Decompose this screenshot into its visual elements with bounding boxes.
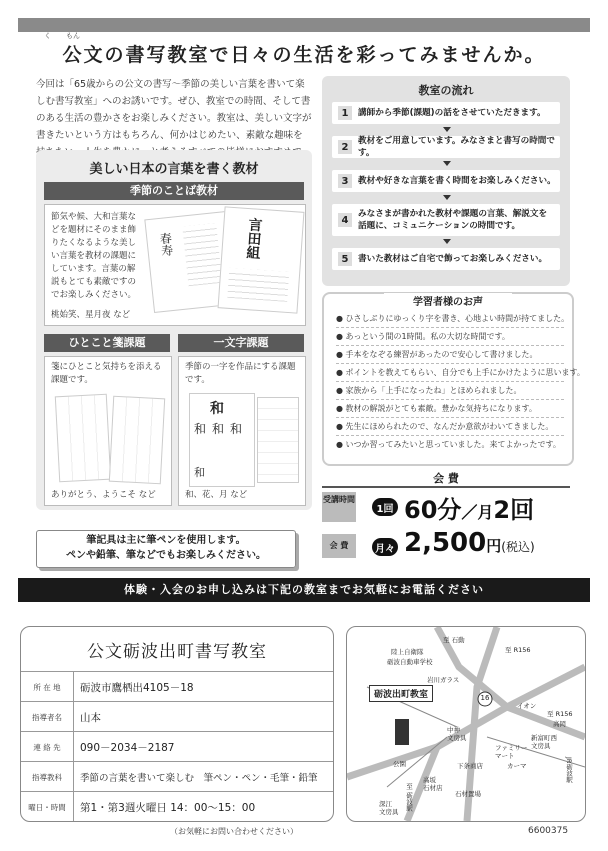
- fee-title: 会 費: [433, 472, 459, 485]
- map-label-kako: カーマ: [507, 762, 527, 770]
- info-value: 山本: [80, 711, 101, 724]
- fee-amount-pill: 月々: [372, 538, 398, 556]
- headline-text: 公文の書写教室で日々の生活を彩ってみませんか。: [62, 44, 546, 66]
- map-school-marker: [395, 719, 409, 745]
- flow-step-1: [332, 102, 560, 124]
- voices-title: 学習者様のお声: [384, 293, 512, 308]
- map-label-takaoka: 高岡: [553, 720, 566, 728]
- map-label-jr: JR砺波駅: [565, 757, 573, 783]
- flow-panel: [322, 76, 570, 286]
- map-label-shinpai2: 文房具: [531, 742, 551, 750]
- hitomoji-char-4: 和: [230, 422, 243, 436]
- fee-time-value: [404, 490, 534, 525]
- voice-item: ● 家族から「上手になったね」とほめられました。: [336, 382, 564, 400]
- info-label: 連 絡 先: [21, 732, 74, 762]
- fee-amount-label: 会 費: [322, 534, 356, 558]
- flow-step-3: [332, 170, 560, 192]
- hitomoji-char-2: 和: [194, 422, 207, 436]
- map-label-driving-school: 砺波自動車学校: [387, 658, 433, 666]
- school-name: 公文砺波出町書写教室: [87, 641, 267, 662]
- seasonal-sample-lines-1: [182, 223, 222, 286]
- map-route-number: 16: [480, 694, 490, 702]
- map-label-chukoku2: 文房具: [447, 734, 467, 742]
- info-row-teacher: [21, 701, 333, 732]
- headline-ruby-ku: く: [44, 32, 51, 40]
- map-label-kohoku2: 石材店: [423, 784, 443, 792]
- hitokoto-sample-2: [109, 396, 165, 485]
- hitokoto-card: [44, 356, 172, 506]
- info-value: 第1・第3週火曜日 14：00～15：00: [80, 801, 256, 814]
- info-row-subjects: [21, 761, 333, 792]
- hitomoji-sample-sheet: [189, 393, 255, 487]
- voice-item: ● いつか習ってみたいと思っていました。来てよかったです。: [336, 440, 561, 449]
- map-label-shimojo: 下条商店: [457, 762, 483, 770]
- voice-item: ● ポイントを教えてもらい、自分でも上手にかけたように思います。: [336, 364, 564, 382]
- voice-item: ● 手本をなぞる練習があったので安心して書けました。: [336, 346, 564, 364]
- hitomoji-char-3: 和: [212, 422, 225, 436]
- seasonal-card: [44, 204, 306, 326]
- fee-amount-value: 2,500: [404, 528, 487, 558]
- map-school-label: 砺波出町教室: [369, 685, 433, 702]
- flow-step-4: [332, 204, 560, 236]
- access-map: [346, 626, 586, 822]
- flow-step-text: 書いた教材はご自宅で飾ってお楽しみください。: [358, 254, 548, 264]
- flow-title: 教室の流れ: [418, 84, 474, 97]
- info-value: 砺波市鷹栖出4105－18: [80, 681, 194, 694]
- contact-banner: 体験・入会のお申し込みは下記の教室までお気軽にお電話ください: [18, 578, 590, 602]
- hitokoto-header: ひとこと箋課題: [44, 334, 170, 352]
- map-label-family: ファミリー: [495, 744, 528, 752]
- hitokoto-sample-1: [55, 394, 111, 483]
- seasonal-sample-sheet-2: [218, 206, 305, 313]
- flow-arrow: [443, 161, 451, 166]
- flow-arrow: [443, 195, 451, 200]
- info-value: 季節の言葉を書いて楽しむ 筆ペン・ペン・毛筆・鉛筆: [80, 773, 318, 784]
- map-label-shinpai: 新富町西: [531, 734, 557, 742]
- voice-item: ● 先生にほめられたので、なんだか意欲がわいてきました。: [336, 418, 564, 436]
- flow-step-text: 教材や好きな言葉を書く時間をお楽しみください。: [358, 176, 556, 186]
- flow-step-number: 5: [338, 252, 352, 266]
- hitomoji-desc: 季節の一字を作品にする課題です。: [185, 362, 296, 385]
- fee-time-pill: 1回: [372, 498, 398, 516]
- flow-step-5: [332, 248, 560, 270]
- materials-title: 美しい日本の言葉を書く教材: [89, 162, 259, 177]
- writing-tools-note: [36, 530, 296, 568]
- map-label-fukue: 深江: [379, 800, 392, 808]
- info-label: 所 在 地: [21, 672, 74, 702]
- flow-step-text: 講師から季節(課題)の話をさせていただきます。: [358, 108, 546, 118]
- intro-paragraph: 今回は「65歳からの公文の書写〜季節の美しい言葉を書いて楽しむ書写教室」へのお誘いです。ぜひ、教室での時間、そして書のある生活の豊かさをお楽しみください。教室は、美しい文字が書きたいという方はもちろん、何かはじめたい、素敵な趣味を: [36, 79, 312, 141]
- note-line-1: 筆記具は主に筆ペンを使用します。: [86, 535, 246, 546]
- top-gray-bar: [18, 18, 590, 32]
- footnote: （お気軽にお問い合わせください）: [170, 827, 298, 836]
- flow-step-number: 3: [338, 174, 352, 188]
- map-label-chukoku: 中神: [447, 726, 460, 734]
- map-label-family2: マート: [495, 752, 515, 760]
- fee-divider: [322, 486, 570, 488]
- seasonal-examples: 桃始笑、星月夜 など: [51, 310, 131, 320]
- info-row-phone[interactable]: [21, 731, 333, 762]
- phone-number[interactable]: 090－2034－2187: [80, 741, 175, 754]
- flow-step-number: 1: [338, 106, 352, 120]
- info-label: 曜日・時間: [21, 792, 74, 822]
- document-code: 6600375: [528, 826, 569, 836]
- info-row-address: [21, 671, 333, 702]
- map-label-r156-top: 至 R156: [505, 646, 531, 654]
- fee-time-count: 2回: [493, 496, 535, 524]
- flow-arrow: [443, 239, 451, 244]
- hitomoji-header: 一文字課題: [178, 334, 304, 352]
- hitomoji-examples: 和、花、月 など: [185, 490, 248, 500]
- map-label-fuji: 岩川ガラス: [427, 676, 460, 684]
- fee-time-minutes: 60分: [404, 496, 462, 524]
- flow-step-text: 教材をご用意しています。みなさまと書写の時間です。: [358, 136, 555, 158]
- seasonal-desc: 節気や候、大和言葉などを題材にそのまま飾りたくなるような美しい言葉を教材の課題にしています。言葉の解説もとても素敵ですのでお楽しみください。: [51, 212, 137, 300]
- voices-panel: [322, 292, 585, 466]
- fee-amount: [404, 528, 535, 558]
- map-label-aeon: イオン: [517, 702, 537, 710]
- flow-step-text: みなさまが書かれた教材や課題の言葉、解説文を話題に、コミュニケーションの時間です。: [358, 209, 548, 231]
- map-label-ishido: 至 石動: [443, 636, 465, 644]
- voice-item: ● あっという間の1時間。私の大切な時間です。: [336, 328, 564, 346]
- flow-step-2: [332, 136, 560, 158]
- hitokoto-examples: ありがとう、ようこそ など: [51, 490, 156, 500]
- hitomoji-char-1: 和: [210, 401, 224, 417]
- seasonal-header: 季節のことば教材: [44, 182, 304, 200]
- seasonal-sample-big-text: 言田組: [244, 216, 263, 260]
- seasonal-sample-small-text: 春寿: [157, 231, 175, 258]
- map-label-kento: 至 砺波駅: [405, 783, 413, 812]
- voice-item: ● ひさしぶりにゆっくり字を書き、心地よい時間が持てました。: [336, 310, 564, 328]
- voice-item: ● 教材の解説がとても素敵。豊かな気持ちになります。: [336, 400, 564, 418]
- materials-panel: [36, 150, 312, 510]
- map-label-kohoku: 高坂: [423, 776, 436, 784]
- map-label-fukue2: 文房具: [379, 808, 399, 816]
- hitomoji-card: [178, 356, 306, 506]
- fee-amount-unit: 円: [486, 537, 502, 555]
- flow-arrow: [443, 127, 451, 132]
- flow-step-number: 2: [338, 140, 352, 154]
- map-label-ishizai: 石材置場: [455, 790, 481, 798]
- fee-time-label: 受講時間: [322, 492, 356, 522]
- map-label-park: 公園: [393, 760, 406, 768]
- school-info-table: [20, 626, 334, 822]
- note-line-2: ペンや鉛筆、筆などでもお楽しみください。: [66, 550, 266, 561]
- map-label-rikujo: 陸上自衛隊: [391, 648, 424, 656]
- page-headline: [18, 32, 590, 67]
- info-label: 指導者名: [21, 702, 74, 732]
- hitomoji-sample-sheet-2: [257, 397, 299, 483]
- info-row-schedule: [21, 791, 333, 822]
- fee-amount-tax: (税込): [501, 540, 535, 554]
- info-label: 指導教科: [21, 762, 74, 792]
- hitokoto-desc: 箋にひとこと気持ちを添える課題です。: [51, 362, 162, 385]
- headline-ruby-mon: もん: [66, 32, 80, 40]
- map-label-r156-right: 至 R156: [547, 710, 573, 718]
- seasonal-sample-lines-2: [227, 268, 289, 302]
- flow-step-number: 4: [338, 213, 352, 227]
- fee-time-per: ／月: [461, 503, 494, 522]
- hitomoji-char-5: 和: [194, 466, 205, 479]
